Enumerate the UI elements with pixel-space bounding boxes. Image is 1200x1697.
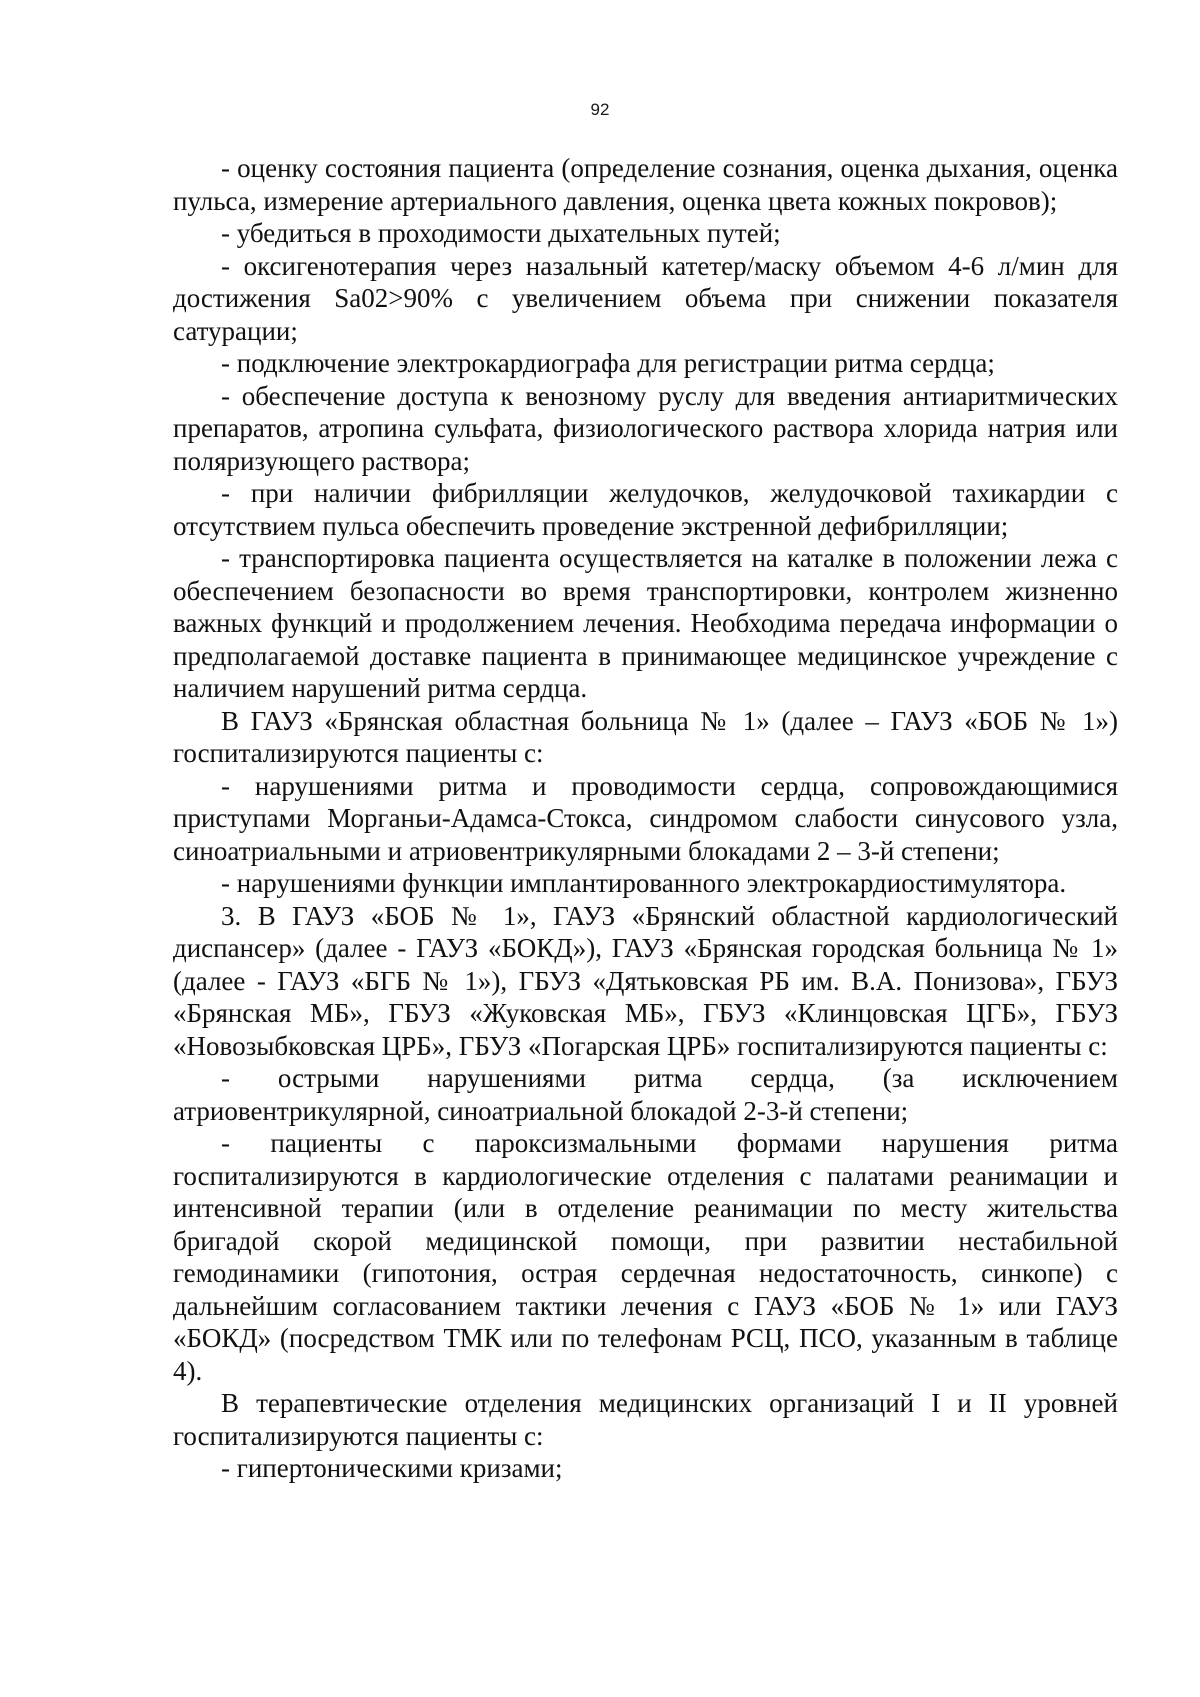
paragraph: - пациенты с пароксизмальными формами нарушения ритма госпитализируются в кардиологические отделения с палатами реанимации и интенсивной терапии (или в отделение реанимации по месту жительства бригадой скорой медицинской помощи, при развитии нестабильной гемодинамики (гипотония, острая сердечная недостаточность, синкопе) с дальнейшим согласованием тактики лечения с ГАУЗ «БОБ № 1» или ГАУЗ «БОКД» (посредством ТМК или по телефонам РСЦ, ПСО, указанным в таблице 4). [173, 1128, 1118, 1386]
paragraph: - оксигенотерапия через назальный катетер/маску объемом 4-6 л/мин для достижения Sa02>90% с увеличением объема при снижении показателя сатурации; [173, 250, 1118, 346]
paragraph: В ГАУЗ «Брянская областная больница № 1» (далее – ГАУЗ «БОБ № 1») госпитализируются пациенты с: [173, 705, 1118, 768]
paragraph: 3. В ГАУЗ «БОБ № 1», ГАУЗ «Брянский областной кардиологический диспансер» (далее - ГАУЗ «БОКД»), ГАУЗ «Брянская городская больница № 1» (далее - ГАУЗ «БГБ № 1»), ГБУЗ «Дятьковская РБ им. В.А. Понизова», ГБУЗ «Брянская МБ», ГБУЗ «Жуковская МБ», ГБУЗ «Клинцовская ЦГБ», ГБУЗ «Новозыбковская ЦРБ», ГБУЗ «Погарская ЦРБ» госпитализируются пациенты с: [173, 900, 1118, 1061]
body-text [173, 152, 1118, 1485]
page-number: 92 [590, 100, 610, 119]
paragraph: - нарушениями функции имплантированного электрокардиостимулятора. [221, 868, 1067, 898]
paragraph: - нарушениями ритма и проводимости сердца, сопровождающимися приступами Морганьи-Адамса-Стокса, синдромом слабости синусового узла, синоатриальными и атриовентрикулярными блокадами 2 – 3-й степени; [173, 770, 1118, 866]
paragraph: - обеспечение доступа к венозному руслу для введения антиаритмических препаратов, атропина сульфата, физиологического раствора хлорида натрия или поляризующего раствора; [173, 380, 1118, 476]
paragraph: В терапевтические отделения медицинских организаций I и II уровней госпитализируются пациенты с: [173, 1388, 1118, 1451]
paragraph: - оценку состояния пациента (определение сознания, оценка дыхания, оценка пульса, измерение артериального давления, оценка цвета кожных покровов); [173, 153, 1118, 216]
paragraph: - острыми нарушениями ритма сердца, (за исключением атриовентрикулярной, синоатриальной блокадой 2-3-й степени; [173, 1063, 1118, 1126]
paragraph: - гипертоническими кризами; [221, 1453, 563, 1483]
paragraph: - при наличии фибрилляции желудочков, желудочковой тахикардии с отсутствием пульса обеспечить проведение экстренной дефибрилляции; [173, 478, 1118, 541]
paragraph: - транспортировка пациента осуществляется на каталке в положении лежа с обеспечением безопасности во время транспортировки, контролем жизненно важных функций и продолжением лечения. Необходима передача информации о предполагаемой доставке пациента в принимающее медицинское учреждение с наличием нарушений ритма сердца. [173, 543, 1118, 703]
paragraph: - убедиться в проходимости дыхательных путей; [221, 218, 781, 248]
paragraph: - подключение электрокардиографа для регистрации ритма сердца; [221, 348, 995, 378]
